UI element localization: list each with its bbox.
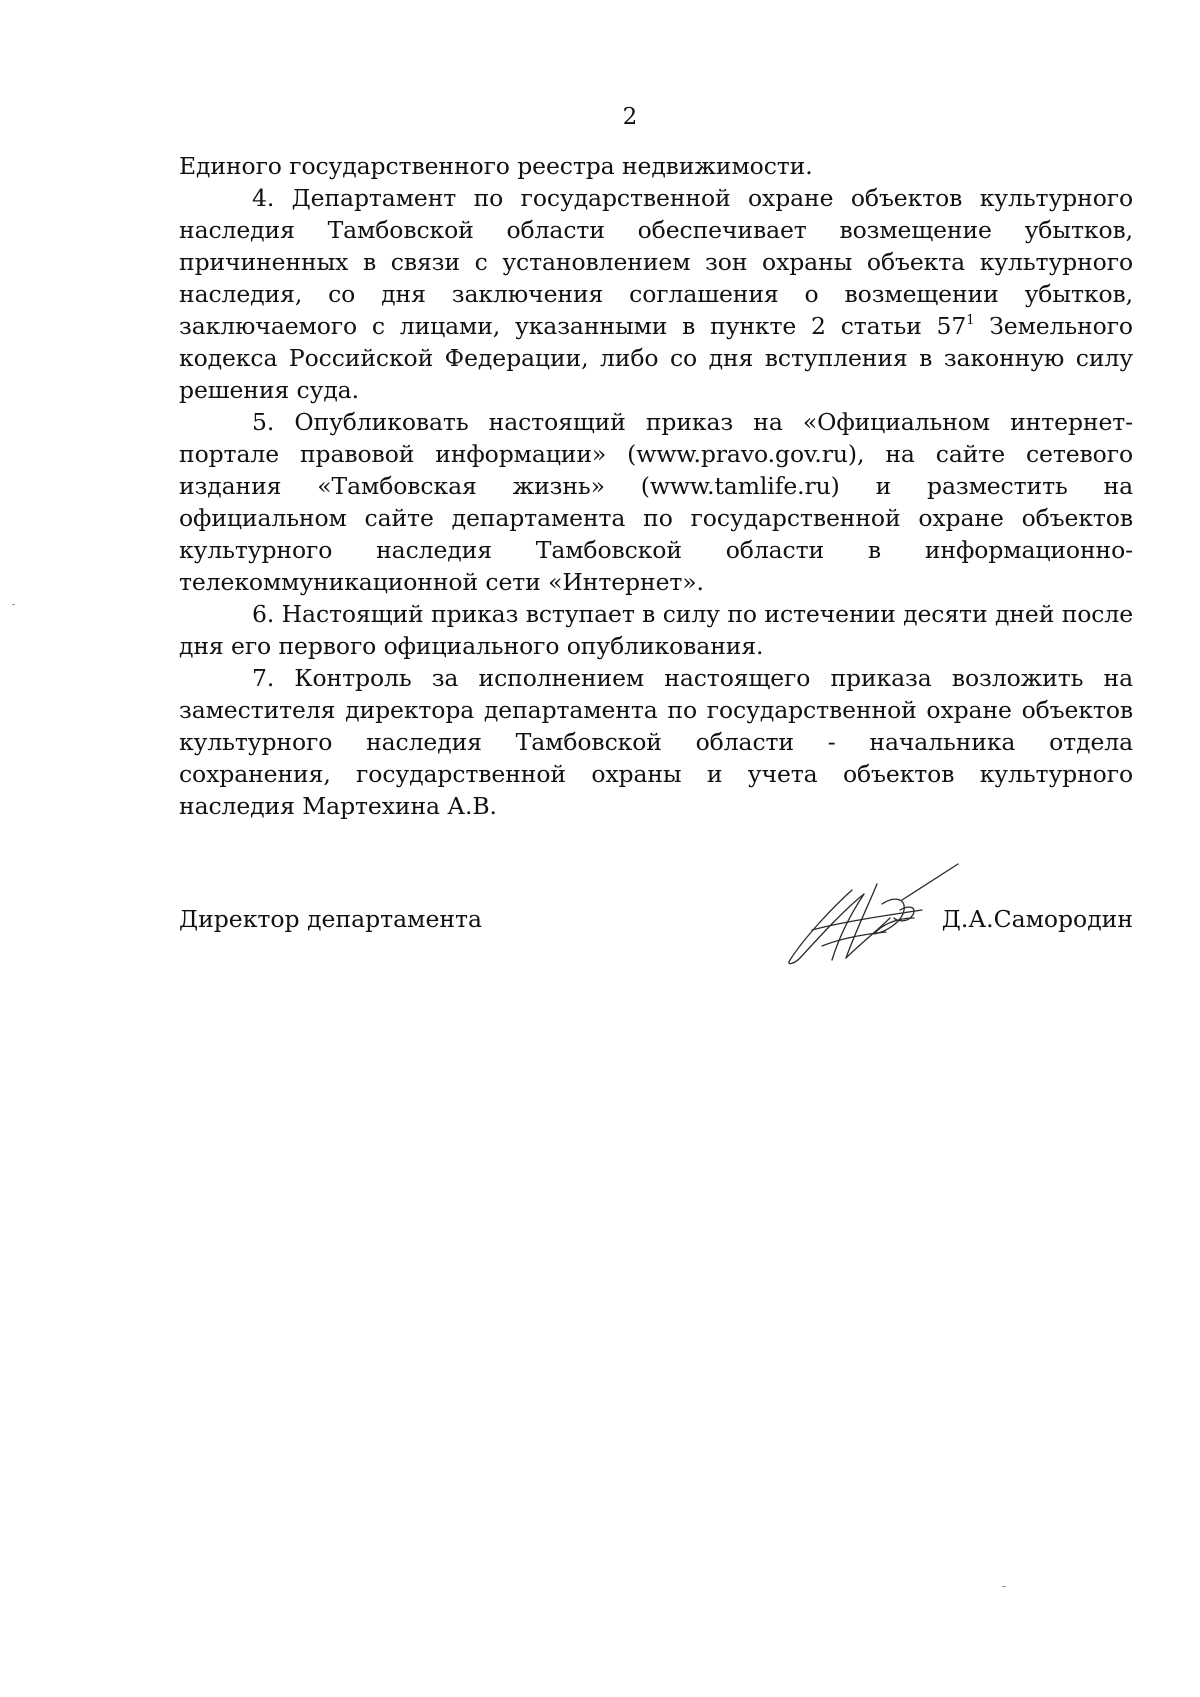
paragraph-6: 6. Настоящий приказ вступает в силу по истечении десяти дней после дня его первого официального опубликования. [179,600,1133,660]
document-body [179,150,1133,822]
page-number: 2 [622,104,638,130]
paragraph-continuation: Единого государственного реестра недвижимости. [179,152,813,180]
handwritten-signature [782,860,967,970]
paragraph-4-text-end: Земельного кодекса Российской Федерации, либо со дня вступления в законную силу решения суда. [179,312,1133,404]
paragraph-7: 7. Контроль за исполнением настоящего приказа возложить на заместителя директора департамента по государственной охране объектов культурного наследия Тамбовской области - начальника отдела сохранения, государственной охраны и учета объектов культурного наследия Мартехина А.В. [179,664,1133,820]
scan-speck [1002,1586,1006,1587]
signatory-title: Директор департамента [179,905,483,933]
article-superscript: 1 [966,313,975,328]
paragraph-4 [179,182,1133,406]
signatory-name: Д.А.Самородин [941,905,1133,933]
signature-block [179,905,1133,965]
paragraph-5: 5. Опубликовать настоящий приказ на «Официальном интернет-портале правовой информации» (www.pravo.gov.ru), на сайте сетевого издания «Тамбовская жизнь» (www.tamlife.ru) и разместить на официальном сайте департамента по государственной охране объектов культурного наследия Тамбовской области в информационно-телекоммуникационной сети «Интернет». [179,408,1133,596]
scan-speck [12,604,15,605]
paragraph-4-text: 4. Департамент по государственной охране объектов культурного наследия Тамбовской области обеспечивает возмещение убытков, причиненных в связи с установлением зон охраны объекта культурного наследия, со дня заключения соглашения о возмещении убытков, заключаемого с лицами, указанными в пункте 2 статьи 57 [179,184,1133,340]
